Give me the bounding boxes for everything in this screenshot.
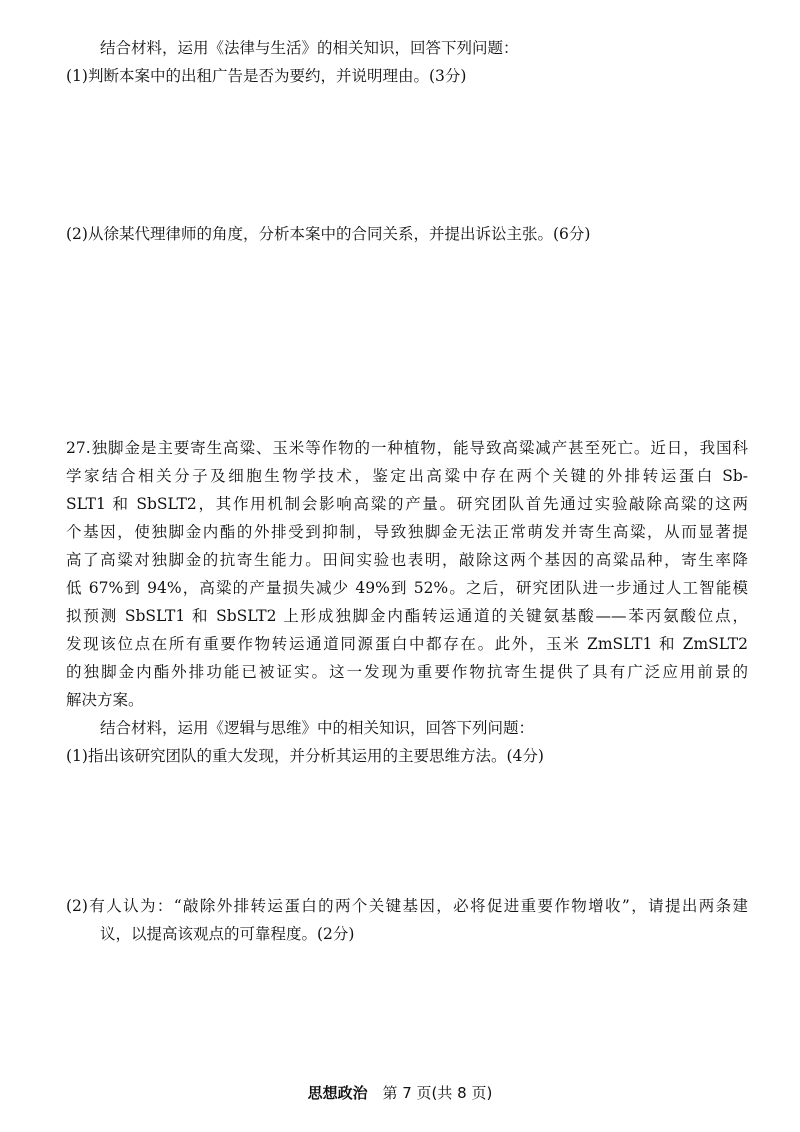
question-27-part-2-line-1: (2)有人认为：“敲除外排转运蛋白的两个关键基因，必将促进重要作物增收”，请提出两条建 [66, 897, 748, 915]
footer-subject: 思想政治 [307, 1084, 368, 1102]
q27-line: 发现该位点在所有重要作物转运通道同源蛋白中都存在。此外，玉米 ZmSLT1 和 ZmSLT2 [66, 635, 748, 653]
footer-page-number: 第 7 页(共 8 页) [382, 1084, 493, 1102]
question-27-part-2-line-2: 议，以提高该观点的可靠程度。(2分) [100, 925, 355, 943]
q27-line: 拟预测 SbSLT1 和 SbSLT2 上形成独脚金内酯转运通道的关键氨基酸——苯丙氨酸位点， [66, 607, 748, 625]
question-27-instruction: 结合材料，运用《逻辑与思维》中的相关知识，回答下列问题： [100, 719, 535, 737]
section1-question-2: (2)从徐某代理律师的角度，分析本案中的合同关系，并提出诉讼主张。(6分) [66, 225, 591, 243]
q27-line: 学家结合相关分子及细胞生物学技术，鉴定出高粱中存在两个关键的外排转运蛋白 Sb- [66, 467, 748, 485]
q27-line: 27.独脚金是主要寄生高粱、玉米等作物的一种植物，能导致高粱减产甚至死亡。近日，我国科 [66, 439, 748, 457]
q27-line: 解决方案。 [66, 691, 144, 709]
question-27-part-1: (1)指出该研究团队的重大发现，并分析其运用的主要思维方法。(4分) [66, 747, 544, 765]
q27-line: 高了高粱对独脚金的抗寄生能力。田间实验也表明，敲除这两个基因的高粱品种，寄生率降 [66, 551, 748, 569]
q27-line: 低 67%到 94%，高粱的产量损失减少 49%到 52%。之后，研究团队进一步通过人工智能模 [66, 579, 748, 597]
q27-line: 的独脚金内酯外排功能已被证实。这一发现为重要作物抗寄生提供了具有广泛应用前景的 [66, 663, 748, 681]
section1-instruction: 结合材料，运用《法律与生活》的相关知识，回答下列问题： [100, 39, 519, 57]
q27-line: SLT1 和 SbSLT2，其作用机制会影响高粱的产量。研究团队首先通过实验敲除高粱的这两 [66, 495, 748, 513]
q27-line: 个基因，使独脚金内酯的外排受到抑制，导致独脚金无法正常萌发并寄生高粱，从而显著提 [66, 523, 748, 541]
section1-question-1: (1)判断本案中的出租广告是否为要约，并说明理由。(3分) [66, 67, 467, 85]
page-footer [0, 1083, 800, 1103]
